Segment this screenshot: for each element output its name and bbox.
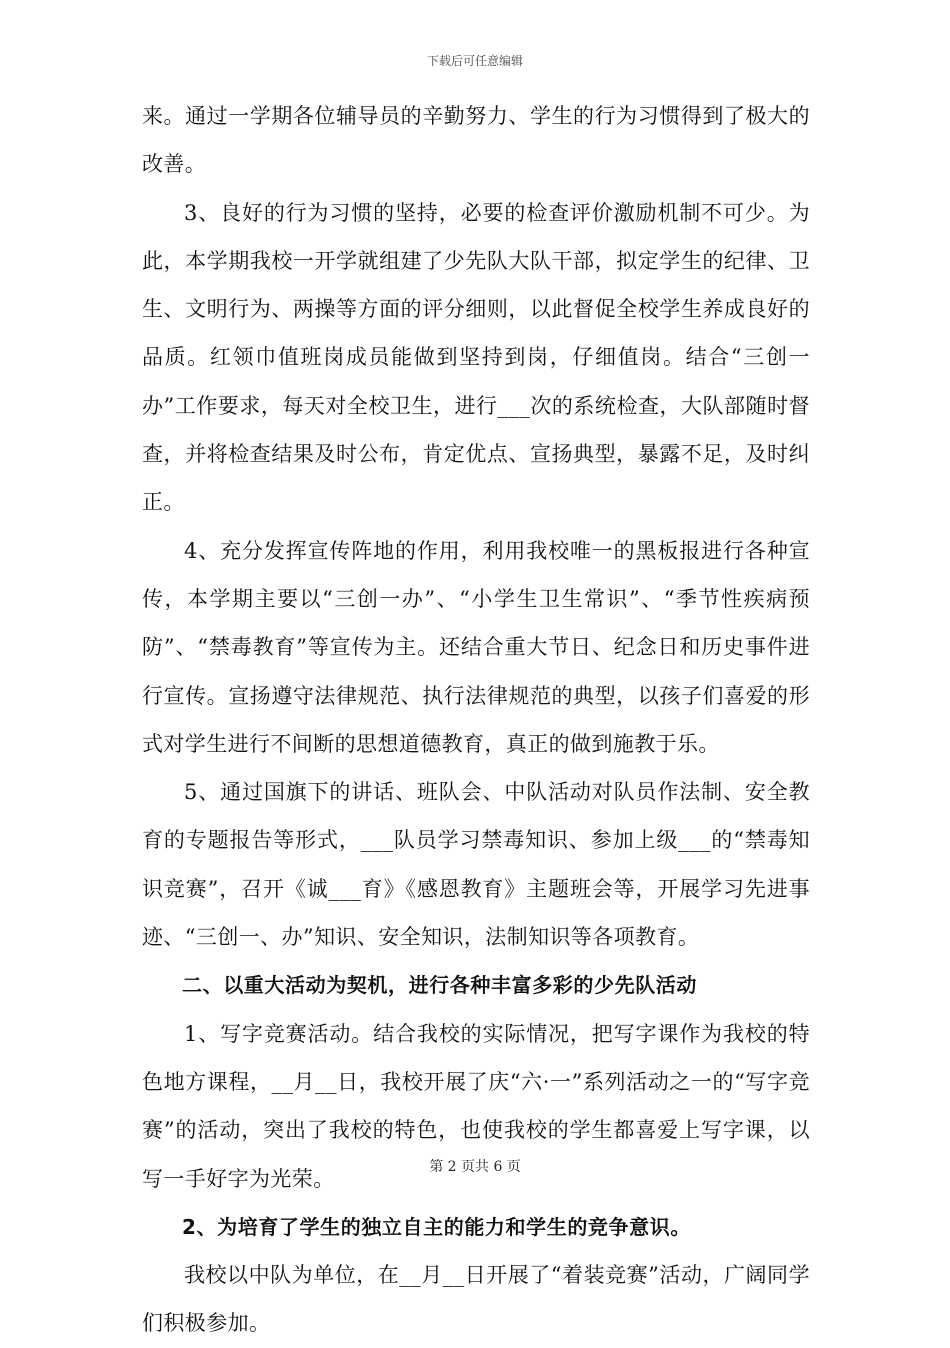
paragraph-item-3: 3、良好的行为习惯的坚持，必要的检查评价激励机制不可少。为此，本学期我校一开学就组建了少先队大队干部，拟定学生的纪律、卫生、文明行为、两操等方面的评分细则，以此督促全校学生养成良好的品质。红领巾值班岗成员能做到坚持到岗，仔细值岗。结合“三创一办”工作要求，每天对全校卫生，进行___次的系统检查，大队部随时督查，并将检查结果及时公布，肯定优点、宣扬典型，暴露不足，及时纠正。 <box>142 200 810 515</box>
section-heading-2: 二、以重大活动为契机，进行各种丰富多彩的少先队活动 <box>182 973 697 998</box>
paragraph-item-4: 4、充分发挥宣传阵地的作用，利用我校唯一的黑板报进行各种宣传，本学期主要以“三创一办”、“小学生卫生常识”、“季节性疾病预防”、“禁毒教育”等宣传为主。还结合重大节日、纪念日和历史事件进行宣传。宣扬遵守法律规范、执行法律规范的典型，以孩子们喜爱的形式对学生进行不间断的思想道德教育，真正的做到施教于乐。 <box>142 538 810 756</box>
page-header: 下载后可任意编辑 <box>426 54 523 68</box>
paragraph-dress-contest: 我校以中队为单位，在__月__日开展了“着装竞赛”活动，广阔同学们积极参加。 <box>142 1263 810 1336</box>
paragraph-continued: 来。通过一学期各位辅导员的辛勤努力、学生的行为习惯得到了极大的改善。 <box>142 104 810 177</box>
subheading-independence: 2、为培育了学生的独立自主的能力和学生的竞争意识。 <box>182 1214 691 1239</box>
paragraph-item-5: 5、通过国旗下的讲话、班队会、中队活动对队员作法制、安全教育的专题报告等形式，___队员学习禁毒知识、参加上级___的“禁毒知识竞赛”，召开《诚___育》《感恩教育》主题班会等，开展学习先进事迹、“三创一、办”知识、安全知识，法制知识等各项教育。 <box>142 780 810 950</box>
paragraph-writing-contest: 1、写字竞赛活动。结合我校的实际情况，把写字课作为我校的特色地方课程，__月__日，我校开展了庆“六·一”系列活动之一的“写字竞赛”的活动，突出了我校的特色，也使我校的学生都喜爱上写字课，以写一手好字为光荣。 <box>142 1021 810 1191</box>
page-number: 第 2 页共 6 页 <box>429 1159 521 1175</box>
